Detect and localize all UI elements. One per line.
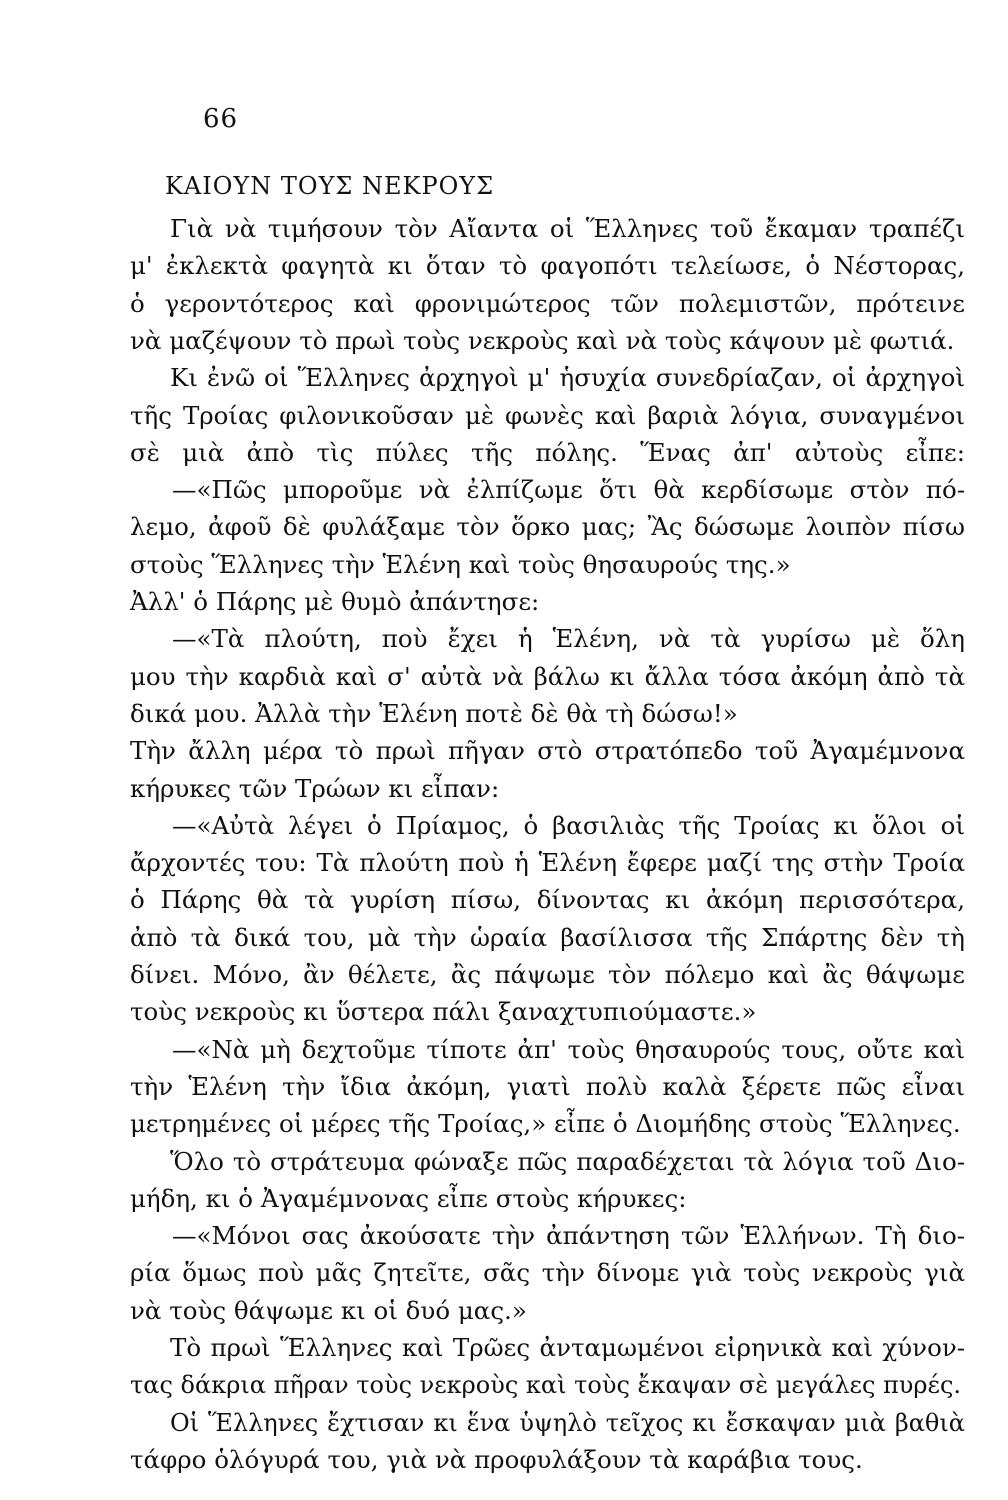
text-line: ὁ γεροντότερος καὶ φρονιμώτερος τῶν πολεμιστῶν, πρότεινε [130,288,965,318]
page-number: 66 [203,104,239,134]
text-line: —«Τὰ πλούτη, ποὺ ἔχει ἡ Ἑλένη, νὰ τὰ γυρίσω μὲ ὅλη [172,624,965,654]
text-line: μ' ἐκλεκτὰ φαγητὰ κι ὅταν τὸ φαγοπότι τελείωσε, ὁ Νέστορας, [130,251,965,281]
text-line: νὰ τοὺς θάψωμε κι οἱ δυό μας.» [130,1295,527,1325]
text-line: νὰ μαζέψουν τὸ πρωὶ τοὺς νεκροὺς καὶ νὰ τοὺς κάψουν μὲ φωτιά. [130,325,955,355]
text-line: μετρημένες οἱ μέρες τῆς Τροίας,» εἶπε ὁ Διομήδης στοὺς Ἕλληνες. [130,1109,961,1139]
text-line: Οἱ Ἕλληνες ἔχτισαν κι ἕνα ὑψηλὸ τεῖχος κι ἔσκαψαν μιὰ βαθιὰ [170,1408,965,1437]
text-line: τάφρο ὁλόγυρά του, γιὰ νὰ προφυλάξουν τὰ καράβια τους. [130,1444,863,1474]
text-line: Κι ἐνῶ οἱ Ἕλληνες ἀρχηγοὶ μ' ἡσυχία συνεδρίαζαν, οἱ ἀρχηγοὶ [170,363,965,393]
chapter-title: ΚΑΙΟΥΝ ΤΟΥΣ ΝΕΚΡΟΥΣ [165,172,495,200]
text-line: —«Νὰ μὴ δεχτοῦμε τίποτε ἀπ' τοὺς θησαυρούς τους, οὔτε καὶ [172,1034,965,1064]
text-line: στοὺς Ἕλληνες τὴν Ἑλένη καὶ τοὺς θησαυρούς της.» [130,549,791,579]
text-line: μου τὴν καρδιὰ καὶ σ' αὐτὰ νὰ βάλω κι ἄλλα τόσα ἀκόμη ἀπὸ τὰ [130,661,965,691]
text-line: τοὺς νεκροὺς κι ὕστερα πάλι ξαναχτυπιούμαστε.» [130,997,757,1027]
text-line: σὲ μιὰ ἀπὸ τὶς πύλες τῆς πόλης. Ἕνας ἀπ' αὐτοὺς εἶπε: [130,437,965,467]
text-line: Τὴν ἄλλη μέρα τὸ πρωὶ πῆγαν στὸ στρατόπεδο τοῦ Ἀγαμέμνονα [130,736,965,766]
text-line: Γιὰ νὰ τιμήσουν τὸν Αἴαντα οἱ Ἕλληνες τοῦ ἔκαμαν τραπέζι [170,214,965,243]
text-line: δίνει. Μόνο, ἂν θέλετε, ἂς πάψωμε τὸν πόλεμο καὶ ἂς θάψωμε [130,960,965,989]
text-line: λεμο, ἀφοῦ δὲ φυλάξαμε τὸν ὅρκο μας; Ἂς δώσωμε λοιπὸν πίσω [130,512,965,542]
text-line: δικά μου. Ἀλλὰ τὴν Ἑλένη ποτὲ δὲ θὰ τὴ δώσω!» [130,698,738,728]
text-line: Ἀλλ' ὁ Πάρης μὲ θυμὸ ἀπάντησε: [130,587,540,616]
text-line: τας δάκρια πῆραν τοὺς νεκροὺς καὶ τοὺς ἔκαψαν σὲ μεγάλες πυρές. [130,1371,962,1400]
text-line: τὴν Ἑλένη τὴν ἴδια ἀκόμη, γιατὶ πολὺ καλὰ ξέρετε πῶς εἶναι [130,1071,965,1101]
text-line: ἄρχοντές του: Τὰ πλούτη ποὺ ἡ Ἑλένη ἔφερε μαζί της στὴν Τροία [130,848,965,878]
text-line: ὁ Πάρης θὰ τὰ γυρίση πίσω, δίνοντας κι ἀκόμη περισσότερα, [130,885,965,915]
text-line: —«Πῶς μποροῦμε νὰ ἐλπίζωμε ὅτι θὰ κερδίσωμε στὸν πό- [172,475,965,505]
text-line: μήδη, κι ὁ Ἀγαμέμνονας εἶπε στοὺς κήρυκες: [130,1183,687,1213]
text-line: τῆς Τροίας φιλονικοῦσαν μὲ φωνὲς καὶ βαριὰ λόγια, συναγμένοι [130,400,965,430]
text-line: Τὸ πρωὶ Ἕλληνες καὶ Τρῶες ἀνταμωμένοι εἰρηνικὰ καὶ χύνον- [170,1333,965,1362]
text-line: κήρυκες τῶν Τρώων κι εἶπαν: [130,773,500,803]
text-line: —«Αὐτὰ λέγει ὁ Πρίαμος, ὁ βασιλιὰς τῆς Τροίας κι ὅλοι οἱ [172,810,965,840]
text-line: ἀπὸ τὰ δικά του, μὰ τὴν ὡραία βασίλισσα τῆς Σπάρτης δὲν τὴ [130,922,965,952]
text-line: Ὅλο τὸ στράτευμα φώναξε πῶς παραδέχεται τὰ λόγια τοῦ Διο- [170,1146,965,1176]
text-line: —«Μόνοι σας ἀκούσατε τὴν ἀπάντηση τῶν Ἑλλήνων. Τὴ διο- [172,1221,965,1251]
text-line: ρία ὅμως ποὺ μᾶς ζητεῖτε, σᾶς τὴν δίνομε γιὰ τοὺς νεκροὺς γιὰ [130,1258,965,1288]
